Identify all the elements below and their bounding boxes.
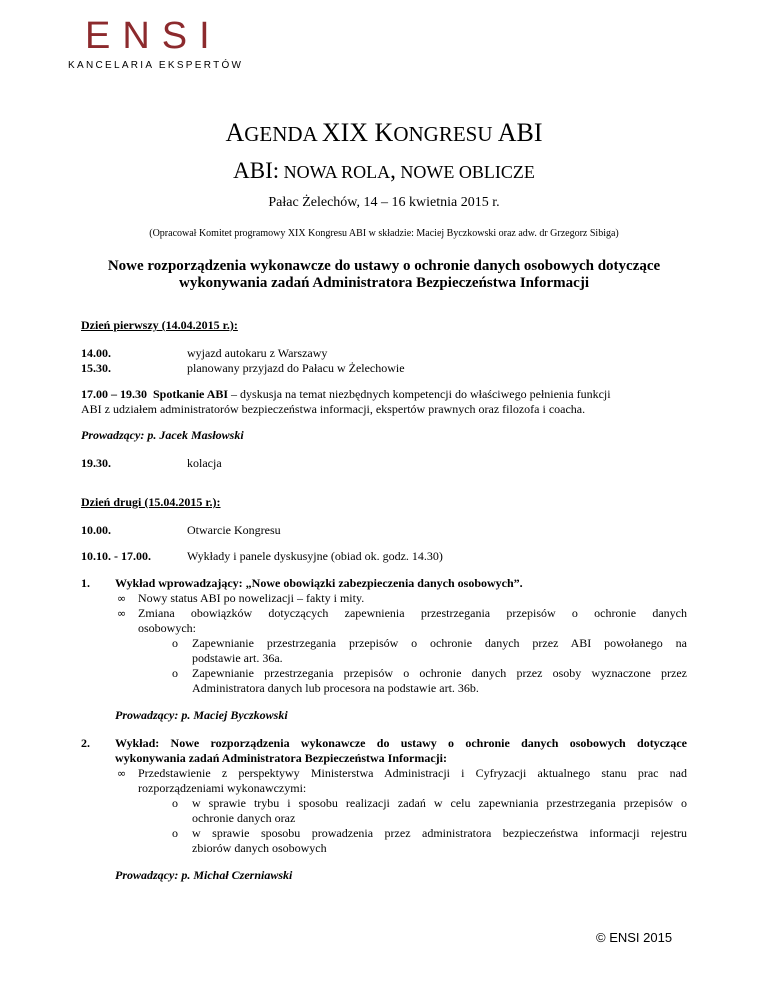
day2-opening-time: 10.00. — [81, 523, 111, 537]
infinity-bullet-icon: ∞ — [117, 592, 127, 605]
lecture1-sub2-line1: Zapewnianie przestrzegania przepisów o ochronie danych przez osoby wyznaczone przez — [192, 666, 687, 680]
circle-bullet-icon: o — [172, 666, 178, 680]
lecture1-sub1-line2: podstawie art. 36a. — [192, 651, 283, 665]
lecture2-sub2-line2: zbiorów danych osobowych — [192, 841, 327, 855]
venue-date: Pałac Żelechów, 14 – 16 kwietnia 2015 r. — [268, 195, 500, 210]
copyright-footer: © ENSI 2015 — [596, 930, 673, 945]
day2-lectures-text: Wykłady i panele dyskusyjne (obiad ok. godz. 14.30) — [187, 549, 443, 563]
title-part1: GENDA — [244, 122, 322, 146]
lecture2-sub2-line1: w sprawie sposobu prowadzenia przez administratora bezpieczeństwa informacji rejestru — [192, 826, 687, 840]
infinity-bullet-icon: ∞ — [117, 607, 127, 620]
day2-heading: Dzień drugi (15.04.2015 r.): — [81, 495, 221, 509]
day1-session — [81, 387, 687, 402]
agenda-subtitle — [0, 158, 768, 184]
agenda-title — [0, 118, 768, 148]
lecture1-sub2-line2: Administratora danych lub procesora na podstawie art. 36b. — [192, 681, 479, 695]
lecture2-title-line2: wykonywania zadań Administratora Bezpieczeństwa Informacji: — [115, 751, 447, 765]
topic-line-1: Nowe rozporządzenia wykonawcze do ustawy o ochronie danych osobowych dotyczące — [107, 258, 661, 274]
title-roman: XIX — [321, 118, 369, 147]
logo-wordmark: ENSI — [85, 15, 222, 57]
lecture1-number: 1. — [81, 576, 90, 590]
day2-lectures-time: 10.10. - 17.00. — [81, 549, 151, 563]
day1-dinner-text: kolacja — [187, 456, 222, 470]
title-prefix: A — [225, 118, 245, 147]
day1-time-2: 15.30. — [81, 361, 111, 375]
subtitle-rest-1: NOWA ROLA — [279, 162, 391, 182]
circle-bullet-icon: o — [172, 636, 178, 650]
session-title: Spotkanie ABI — [153, 387, 229, 401]
lecture2-sub1-line2: ochronie danych oraz — [192, 811, 296, 825]
congress-topic — [0, 258, 768, 292]
day1-time-1: 14.00. — [81, 346, 111, 360]
day1-host: Prowadzący: p. Jacek Masłowski — [81, 428, 244, 442]
session-text-1: – dyskusja na temat niezbędnych kompetencji do właściwego pełnienia funkcji — [228, 387, 611, 401]
lecture2-bullet1-line1: Przedstawienie z perspektywy Ministerstwa Administracji i Cyfryzacji aktualnego stanu prac nad — [138, 766, 687, 780]
circle-bullet-icon: o — [172, 826, 178, 840]
title-abi: ABI — [497, 118, 543, 147]
lecture1-bullet2-line1: Zmiana obowiązków dotyczących zapewnienia przestrzegania przepisów o ochronie danych — [138, 606, 687, 620]
subtitle-abi: ABI: — [233, 158, 280, 183]
lecture2-host: Prowadzący: p. Michał Czerniawski — [115, 868, 293, 882]
day2-opening-text: Otwarcie Kongresu — [187, 523, 281, 537]
lecture1-sub1-line1: Zapewnianie przestrzegania przepisów o ochronie danych przez ABI powołanego na — [192, 636, 687, 650]
lecture1-bullet1: Nowy status ABI po nowelizacji – fakty i mity. — [138, 591, 365, 605]
title-k: K — [368, 118, 394, 147]
day1-text-2: planowany przyjazd do Pałacu w Żelechowie — [187, 361, 405, 375]
day1-dinner-time: 19.30. — [81, 456, 111, 470]
day1-session-line2: ABI z udziałem administratorów bezpieczeństwa informacji, ekspertów prawnych oraz filozofa i coacha. — [81, 402, 586, 416]
circle-bullet-icon: o — [172, 796, 178, 810]
committee-note: (Opracował Komitet programowy XIX Kongresu ABI w składzie: Maciej Byczkowski oraz adw. dr Grzegorz Sibiga) — [149, 228, 619, 239]
logo-subtitle: KANCELARIA EKSPERTÓW — [68, 60, 244, 71]
lecture1-bullet2-line2: osobowych: — [138, 621, 196, 635]
lecture1-host: Prowadzący: p. Maciej Byczkowski — [115, 708, 288, 722]
lecture2-title-line1: Wykład: Nowe rozporządzenia wykonawcze do ustawy o ochronie danych osobowych dotyczące — [115, 736, 687, 750]
lecture1-title: Wykład wprowadzający: „Nowe obowiązki zabezpieczenia danych osobowych”. — [115, 576, 523, 590]
subtitle-comma: , — [390, 158, 396, 183]
lecture2-number: 2. — [81, 736, 90, 750]
topic-line-2: wykonywania zadań Administratora Bezpieczeństwa Informacji — [179, 275, 589, 291]
lecture2-bullet1-line2: rozporządzeniami wykonawczymi: — [138, 781, 307, 795]
day1-text-1: wyjazd autokaru z Warszawy — [187, 346, 328, 360]
infinity-bullet-icon: ∞ — [117, 767, 127, 780]
title-part2: ONGRESU — [393, 122, 498, 146]
subtitle-rest-2: NOWE OBLICZE — [395, 162, 535, 182]
session-time: 17.00 – 19.30 — [81, 387, 147, 401]
day1-heading: Dzień pierwszy (14.04.2015 r.): — [81, 318, 238, 332]
lecture2-sub1-line1: w sprawie trybu i sposobu realizacji zadań w celu zapewniania przestrzegania przepisów o — [192, 796, 687, 810]
